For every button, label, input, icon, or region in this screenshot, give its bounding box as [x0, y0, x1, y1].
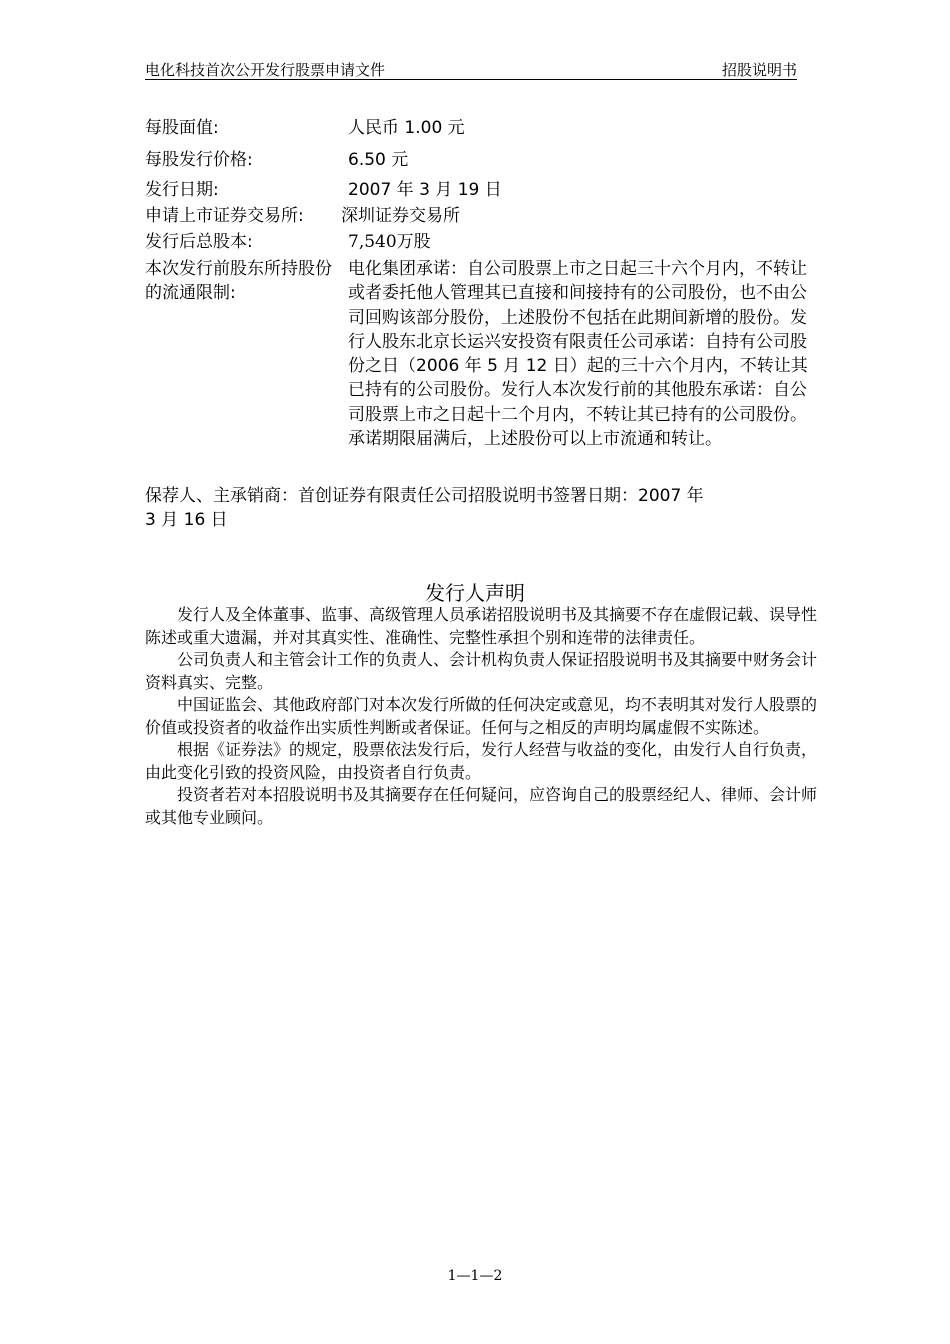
info-value: 2007 年 3 月 19 日 — [348, 180, 502, 200]
info-label: 每股面值: — [145, 118, 219, 138]
info-value: 人民币 1.00 元 — [348, 118, 465, 138]
header-doc-title: 电化科技首次公开发行股票申请文件 — [145, 61, 386, 79]
declaration-paragraph: 中国证监会、其他政府部门对本次发行所做的任何决定或意见，均不表明其对发行人股票的价值或投资者的收益作出实质性判断或者保证。任何与之相反的声明均属虚假不实陈述。 — [145, 695, 818, 737]
total-shares-number: 7,540 — [348, 232, 397, 252]
info-value: 深圳证券交易所 — [341, 206, 460, 226]
declaration-paragraph: 投资者若对本招股说明书及其摘要存在任何疑问，应咨询自己的股票经纪人、律师、会计师或其他专业顾问。 — [145, 785, 818, 827]
declaration-paragraph: 根据《证券法》的规定，股票依法发行后，发行人经营与收益的变化，由发行人自行负责，由此变化引致的投资风险，由投资者自行负责。 — [145, 740, 818, 782]
info-value: 6.50 元 — [348, 150, 409, 170]
total-shares-unit: 万股 — [396, 232, 431, 252]
info-label: 申请上市证券交易所: — [145, 206, 304, 226]
sponsor-and-signing-date: 保荐人、主承销商：首创证券有限责任公司招股说明书签署日期：2007 年 3 月 16 日 — [145, 486, 704, 530]
page-header — [145, 57, 797, 80]
declaration-paragraph: 公司负责人和主管会计工作的负责人、会计机构负责人保证招股说明书及其摘要中财务会计资料真实、完整。 — [145, 650, 818, 692]
header-doc-type: 招股说明书 — [721, 61, 797, 79]
info-value — [348, 230, 431, 254]
declaration-title: 发行人声明 — [425, 581, 525, 605]
info-label: 每股发行价格: — [145, 150, 253, 170]
lockup-label: 本次发行前股东所持股份的流通限制: — [145, 259, 332, 303]
lockup-value: 电化集团承诺：自公司股票上市之日起三十六个月内，不转让或者委托他人管理其已直接和间接持有的公司股份，也不由公司回购该部分股份，上述股份不包括在此期间新增的股份。发行人股东北京长运兴安投资有限责任公司承诺：自持有公司股份之日（2006 年 5 月 12 日）起的三十六个月内，不转让其已持有的公司股份。发行人本次发行前的其他股东承诺：自公司股票上市之日起十二个月内，不转让其已持有的公司股份。承诺期限届满后，上述股份可以上市流通和转让。 — [348, 259, 808, 450]
info-label: 发行后总股本: — [145, 232, 253, 252]
declaration-paragraph: 发行人及全体董事、监事、高级管理人员承诺招股说明书及其摘要不存在虚假记载、误导性陈述或重大遗漏，并对其真实性、准确性、完整性承担个别和连带的法律责任。 — [145, 605, 818, 647]
page-number: 1—1—2 — [447, 1268, 503, 1284]
info-label: 发行日期: — [145, 180, 219, 200]
declaration-body — [145, 604, 817, 829]
